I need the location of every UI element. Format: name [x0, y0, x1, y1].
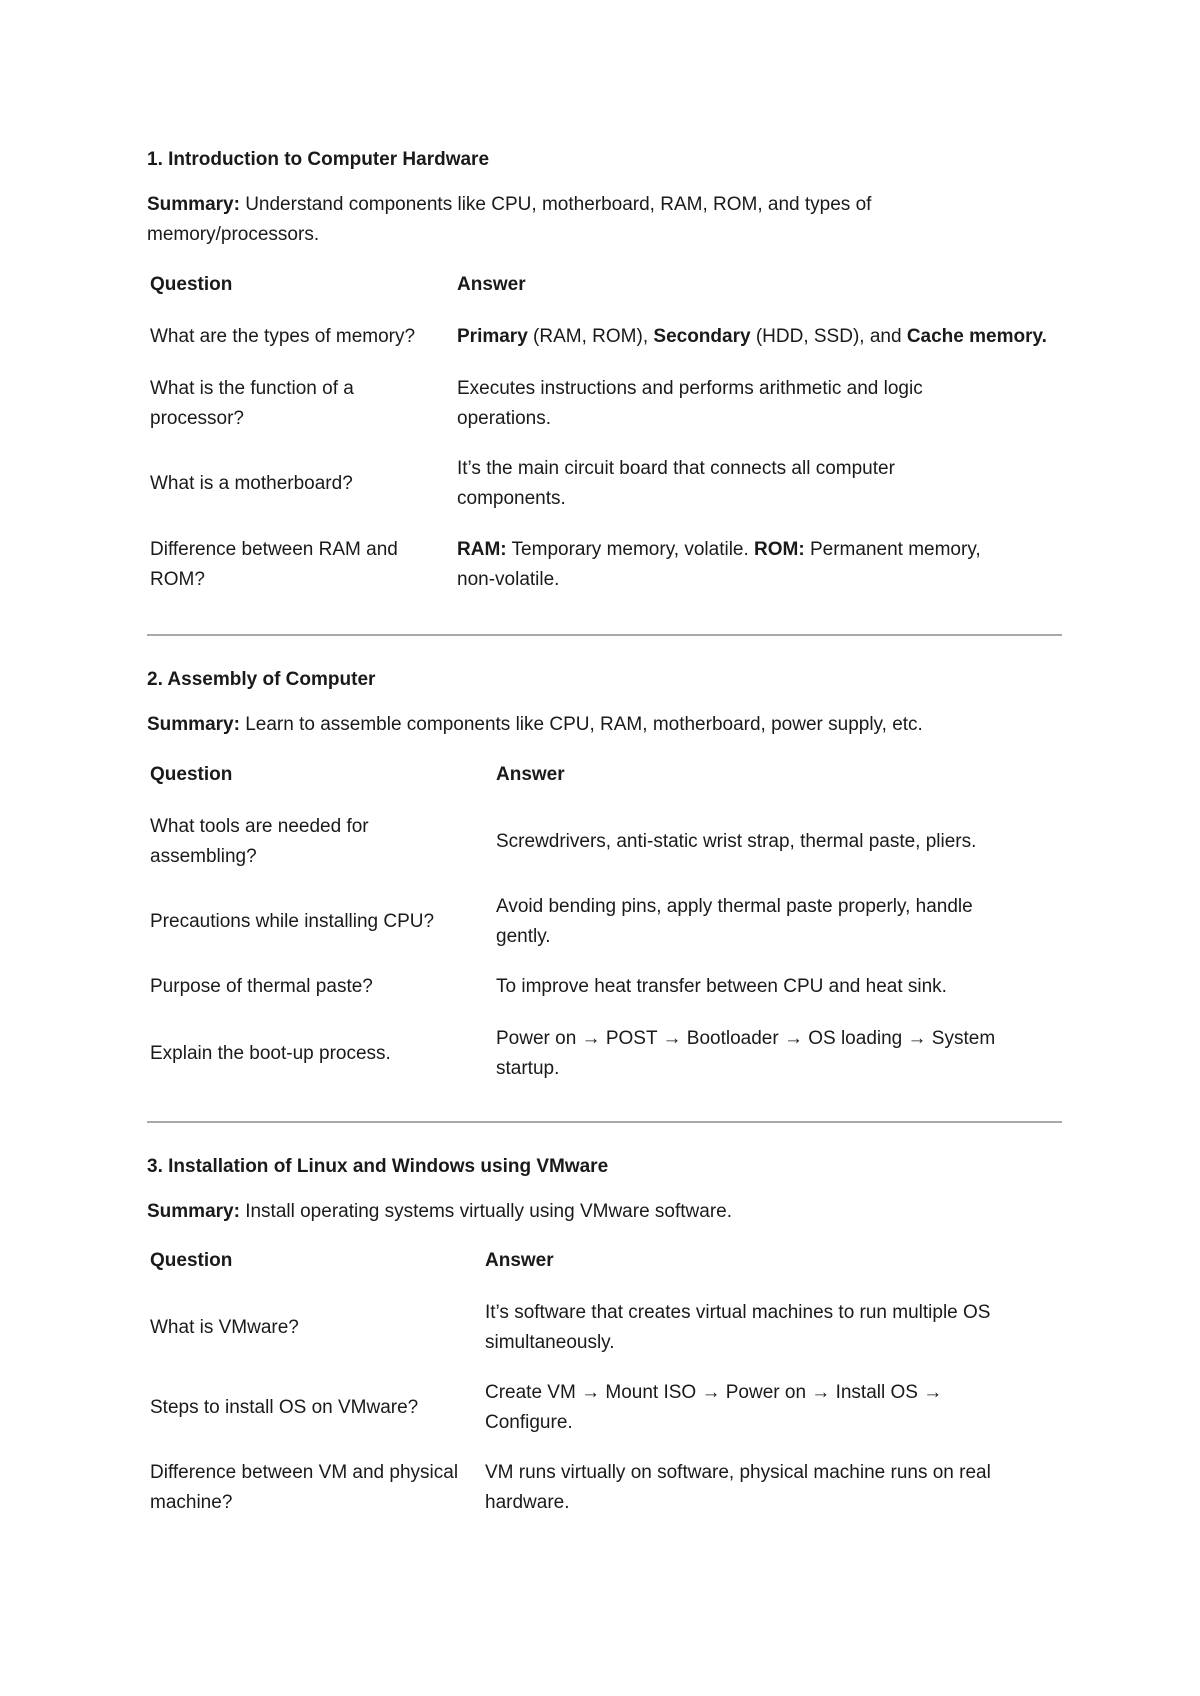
- summary-label: Summary:: [147, 714, 240, 735]
- table-row: [150, 322, 1062, 352]
- section-title: 1. Introduction to Computer Hardware: [147, 149, 490, 170]
- table-row: [150, 1024, 1062, 1084]
- table-header-row: [150, 760, 1062, 790]
- question-cell: What tools are needed for assembling?: [150, 816, 369, 867]
- summary-text: Understand components like CPU, motherboard, RAM, ROM, and types of: [239, 194, 872, 215]
- answer-cell: Power on → POST → Bootloader → OS loading → System startup.: [496, 1028, 996, 1079]
- answer-cell: Create VM → Mount ISO → Power on → Install OS → Configure.: [485, 1382, 943, 1433]
- question-cell: What are the types of memory?: [150, 326, 416, 347]
- answer-cell: It’s the main circuit board that connects all computer components.: [457, 458, 895, 509]
- answer-cell: VM runs virtually on software, physical machine runs on real hardware.: [485, 1462, 991, 1513]
- column-header-answer: Answer: [485, 1250, 554, 1271]
- table-row: [150, 1298, 1062, 1358]
- section-1-summary: [147, 190, 1062, 250]
- table-row: [150, 892, 1062, 952]
- answer-cell: Avoid bending pins, apply thermal paste properly, handle gently.: [496, 896, 973, 947]
- section-3-summary: [147, 1197, 1062, 1227]
- answer-cell: RAM: Temporary memory, volatile. ROM: Permanent memory, non-volatile.: [457, 539, 981, 590]
- table-header-row: [150, 270, 1062, 300]
- table-row: [150, 812, 1062, 872]
- summary-text-continued: memory/processors.: [147, 224, 320, 245]
- summary-text: Learn to assemble components like CPU, RAM, motherboard, power supply, etc.: [239, 714, 923, 735]
- column-header-question: Question: [150, 1250, 233, 1271]
- question-cell: Difference between VM and physical machine?: [150, 1462, 459, 1513]
- answer-cell: To improve heat transfer between CPU and heat sink.: [496, 976, 947, 997]
- question-cell: What is VMware?: [150, 1317, 299, 1338]
- section-1: [147, 145, 1062, 175]
- column-header-answer: Answer: [496, 764, 565, 785]
- table-2: [147, 760, 1062, 1090]
- column-header-question: Question: [150, 274, 233, 295]
- table-row: [150, 1378, 1062, 1438]
- section-title: 3. Installation of Linux and Windows using VMware: [147, 1156, 609, 1177]
- section-2-summary: [147, 710, 1062, 740]
- summary-label: Summary:: [147, 194, 240, 215]
- table-1: [147, 270, 1062, 600]
- answer-cell: Executes instructions and performs arithmetic and logic operations.: [457, 378, 923, 429]
- question-cell: Steps to install OS on VMware?: [150, 1397, 419, 1418]
- answer-cell: Primary (RAM, ROM), Secondary (HDD, SSD), and Cache memory.: [457, 326, 1047, 347]
- question-cell: Purpose of thermal paste?: [150, 976, 373, 997]
- section-title: 2. Assembly of Computer: [147, 669, 376, 690]
- column-header-answer: Answer: [457, 274, 526, 295]
- summary-text: Install operating systems virtually using VMware software.: [239, 1201, 733, 1222]
- section-2: [147, 665, 1062, 695]
- column-header-question: Question: [150, 764, 233, 785]
- horizontal-rule: [147, 1121, 1062, 1123]
- horizontal-rule: [147, 634, 1062, 636]
- question-cell: What is a motherboard?: [150, 473, 353, 494]
- summary-label: Summary:: [147, 1201, 240, 1222]
- question-cell: What is the function of a processor?: [150, 378, 354, 429]
- question-cell: Precautions while installing CPU?: [150, 911, 435, 932]
- answer-cell: It’s software that creates virtual machines to run multiple OS simultaneously.: [485, 1302, 991, 1353]
- table-3: [147, 1246, 1062, 1536]
- table-row: [150, 374, 1062, 434]
- table-row: [150, 454, 1062, 514]
- question-cell: Explain the boot-up process.: [150, 1043, 391, 1064]
- answer-cell: Screwdrivers, anti-static wrist strap, thermal paste, pliers.: [496, 831, 977, 852]
- table-row: [150, 1458, 1062, 1518]
- table-row: [150, 535, 1062, 595]
- question-cell: Difference between RAM and ROM?: [150, 539, 398, 590]
- section-3: [147, 1152, 1062, 1182]
- table-header-row: [150, 1246, 1062, 1276]
- table-row: [150, 972, 1062, 1002]
